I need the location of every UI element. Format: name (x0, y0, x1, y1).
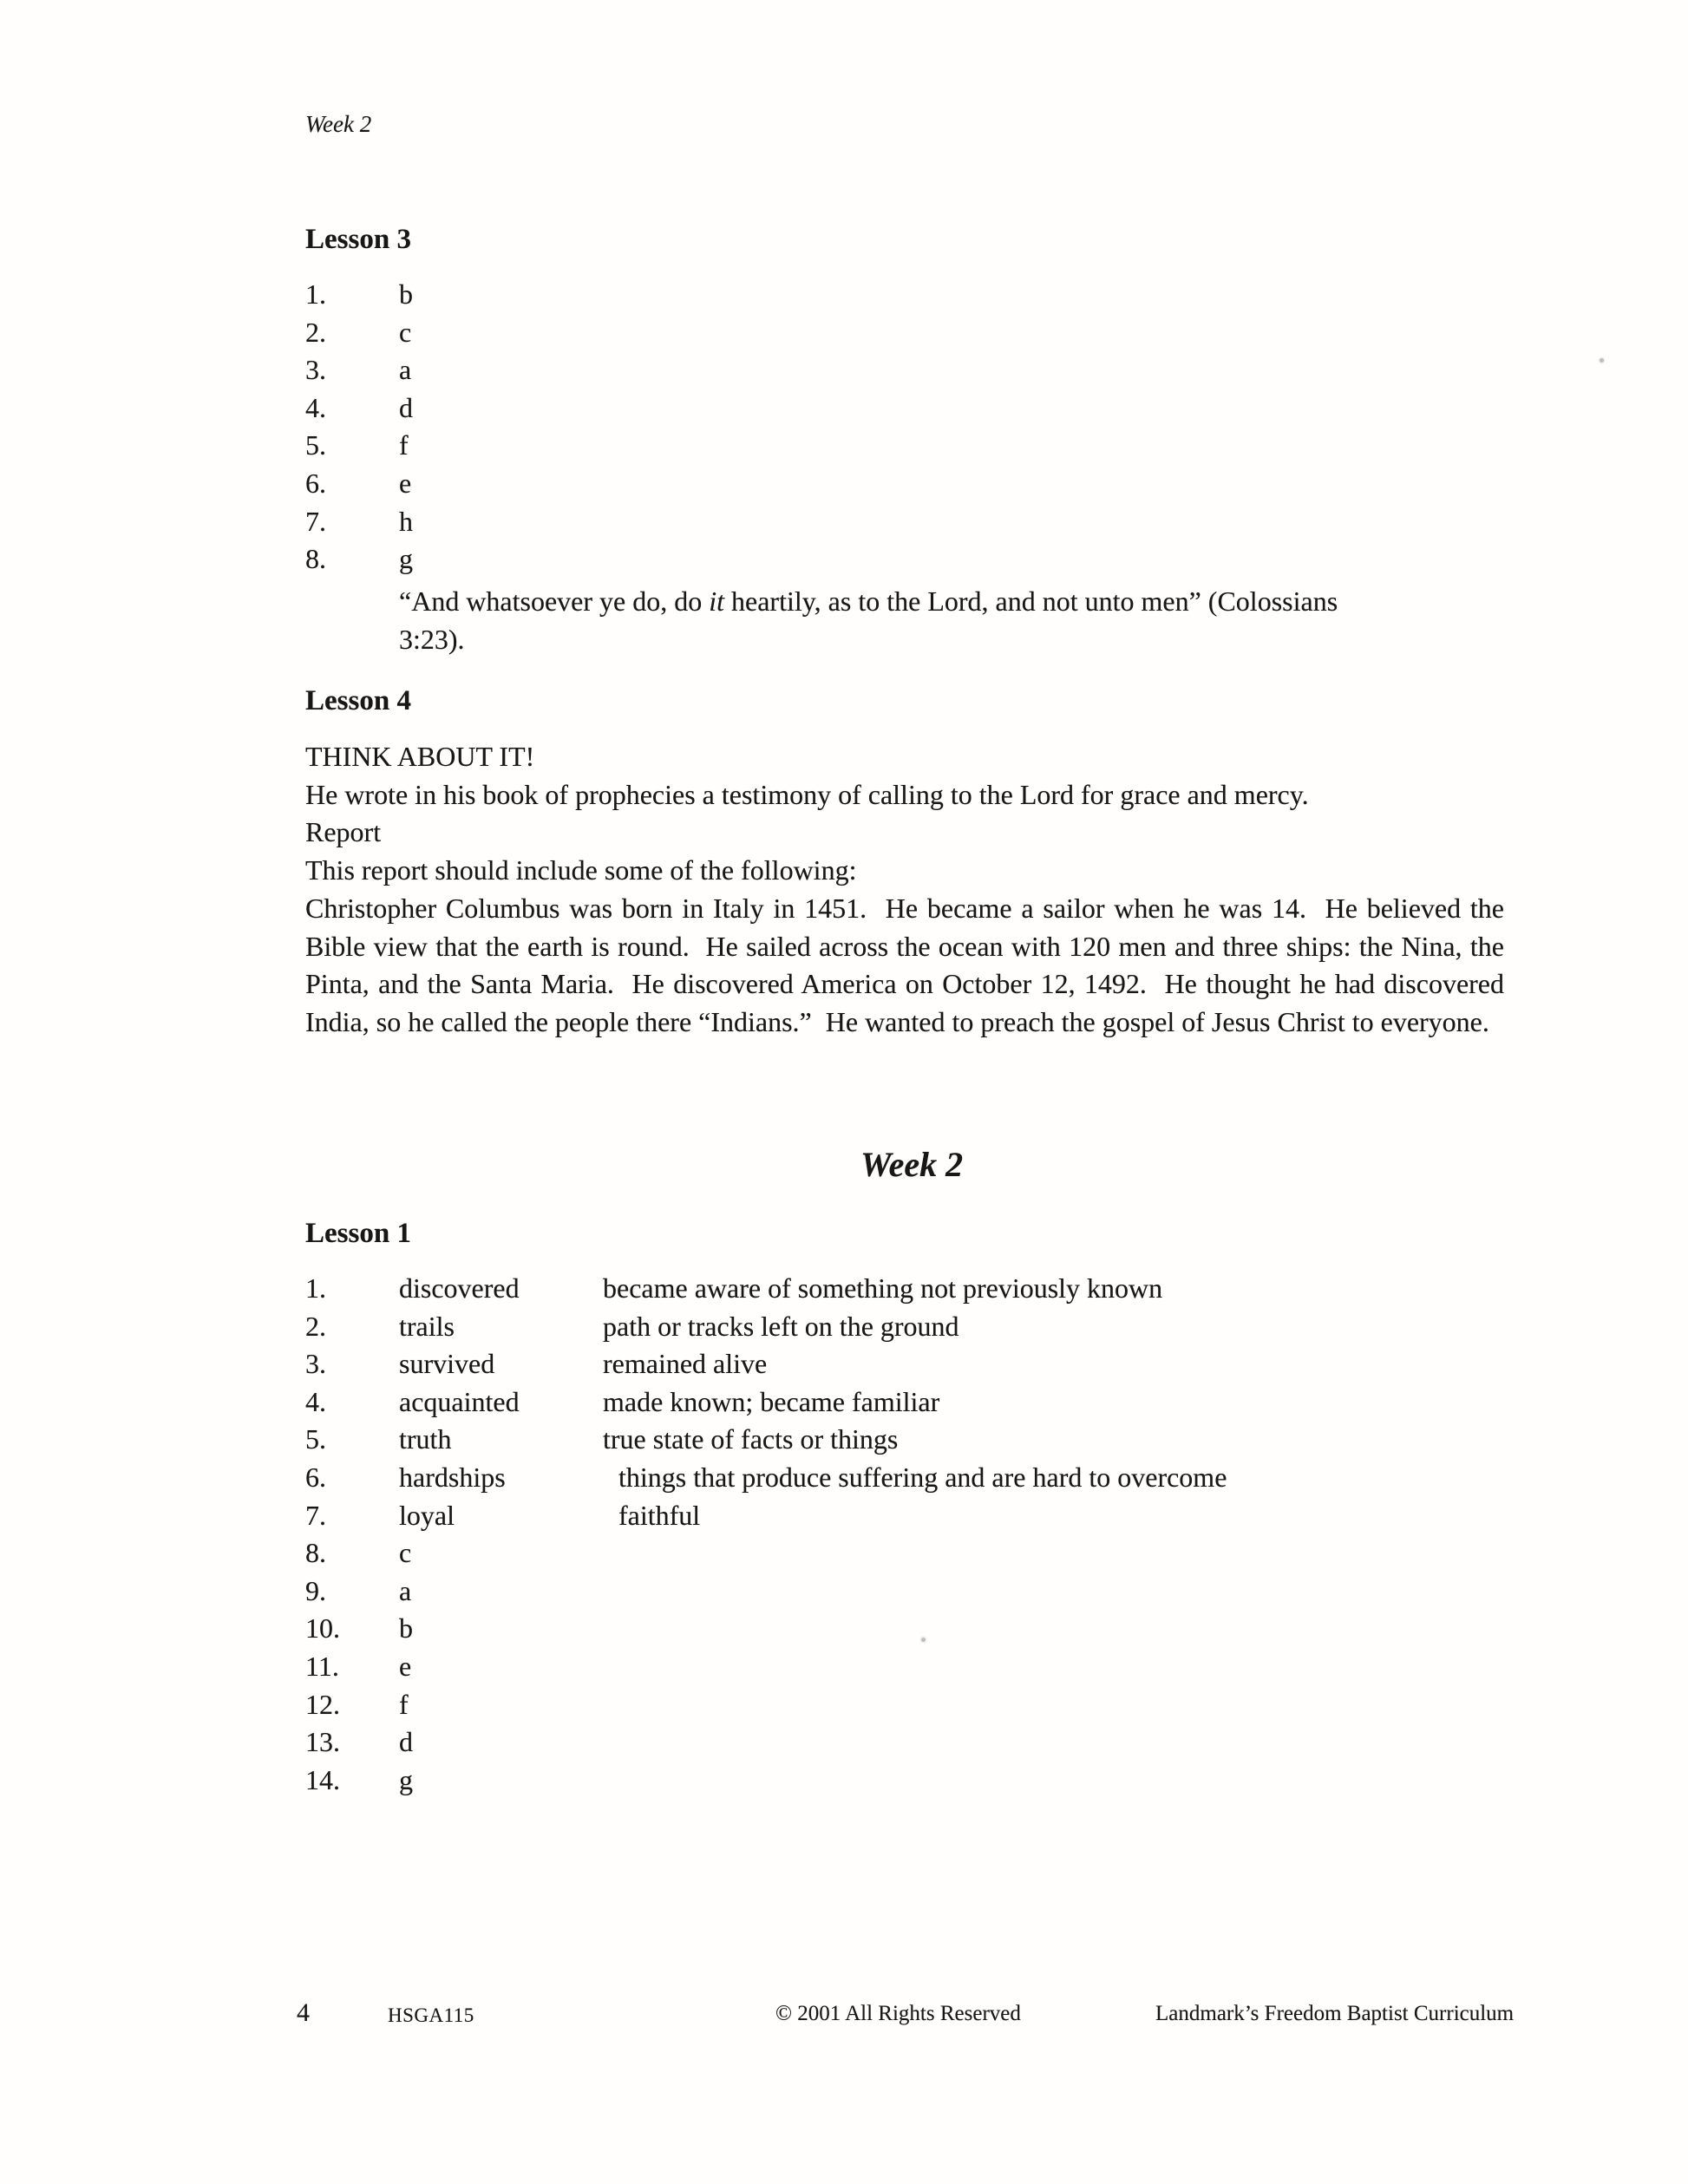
answer-number: 8. (305, 543, 326, 575)
lesson3-answer-list (305, 276, 413, 579)
answer-letter: b (399, 278, 413, 310)
vocab-row (305, 1762, 1227, 1800)
report-label: Report (305, 816, 382, 848)
answer-row (305, 465, 413, 503)
answer-letter: f (399, 429, 409, 461)
vocab-row (305, 1610, 1227, 1648)
item-number: 2. (305, 1310, 326, 1342)
vocab-definition: true state of facts or things (603, 1423, 899, 1455)
answer-letter: c (399, 316, 412, 348)
footer-copyright: © 2001 All Rights Reserved (775, 2002, 1021, 2025)
quote-text: “And whatsoever ye do, do (399, 585, 710, 617)
scan-speck (1600, 358, 1604, 363)
item-number: 6. (305, 1461, 326, 1493)
answer-letter: d (399, 1726, 413, 1758)
vocab-row (305, 1308, 1227, 1346)
vocab-definition: path or tracks left on the ground (603, 1310, 959, 1342)
vocab-definition: faithful (618, 1499, 701, 1531)
vocab-row (305, 1723, 1227, 1762)
lesson1-heading: Lesson 1 (305, 1218, 411, 1249)
answer-letter: a (399, 1574, 412, 1606)
vocab-row (305, 1686, 1227, 1724)
prophecies-line: He wrote in his book of prophecies a testimony of calling to the Lord for grace and mercy. (305, 778, 1309, 810)
footer-publisher: Landmark’s Freedom Baptist Curriculum (1155, 2002, 1515, 2025)
quote-line-1 (399, 583, 1338, 621)
vocab-word: discovered (399, 1272, 520, 1304)
answer-row (305, 276, 413, 314)
vocab-word: truth (399, 1423, 452, 1455)
answer-letter: b (399, 1612, 413, 1645)
answer-letter: c (399, 1537, 412, 1569)
lesson4-notes (305, 738, 1309, 889)
answer-row (305, 503, 413, 541)
answer-letter: a (399, 354, 412, 386)
lesson4-heading: Lesson 4 (305, 685, 411, 716)
footer-course-code: HSGA115 (388, 2004, 474, 2026)
vocab-definition: made known; became familiar (603, 1385, 940, 1417)
report-instructions: This report should include some of the following: (305, 853, 857, 886)
item-number: 1. (305, 1272, 326, 1304)
vocab-row (305, 1270, 1227, 1308)
vocab-definition: things that produce suffering and are hard to overcome (618, 1461, 1227, 1493)
lesson3-heading: Lesson 3 (305, 224, 411, 255)
item-number: 5. (305, 1423, 326, 1455)
answer-number: 5. (305, 429, 326, 461)
lesson1-answer-list (305, 1270, 1227, 1799)
vocab-word: survived (399, 1348, 495, 1380)
item-number: 8. (305, 1537, 326, 1569)
item-number: 11. (305, 1650, 339, 1682)
think-about-it-line: THINK ABOUT IT! (305, 741, 535, 772)
item-number: 12. (305, 1688, 340, 1720)
vocab-row (305, 1534, 1227, 1573)
answer-letter: g (399, 543, 413, 575)
answer-letter: d (399, 391, 413, 423)
vocab-row (305, 1383, 1227, 1422)
vocab-row (305, 1421, 1227, 1459)
answer-letter: e (399, 467, 412, 499)
answer-number: 1. (305, 278, 326, 310)
item-number: 9. (305, 1574, 326, 1606)
item-number: 3. (305, 1348, 326, 1380)
vocab-definition: became aware of something not previously known (603, 1272, 1163, 1304)
running-head-week-label: Week 2 (305, 111, 372, 137)
vocab-definition: remained alive (603, 1348, 768, 1380)
answer-number: 6. (305, 467, 326, 499)
answer-row (305, 427, 413, 465)
quote-italic-word: it (709, 585, 725, 617)
answer-letter: g (399, 1763, 413, 1795)
columbus-report-paragraph: Christopher Columbus was born in Italy in 1451. He became a sailor when he was 14. He believed the Bible view that the earth is round. He sailed across the ocean with 120 men and three ships: the Nina, the Pinta, and the Santa Maria. He discovered America on October 12, 1492. He thought he had discovered India, so he called the people there “Indians.” He wanted to preach the gospel of Jesus Christ to everyone. (305, 893, 1504, 1038)
vocab-row (305, 1345, 1227, 1383)
page-number: 4 (297, 1998, 310, 2027)
quote-line-2: 3:23). (399, 623, 465, 655)
answer-letter: e (399, 1650, 412, 1682)
vocab-row (305, 1648, 1227, 1686)
quote-text: heartily, as to the Lord, and not unto men” (Colossians (724, 585, 1338, 617)
item-number: 7. (305, 1499, 326, 1531)
item-number: 4. (305, 1385, 326, 1417)
vocab-row (305, 1497, 1227, 1535)
item-number: 13. (305, 1726, 340, 1758)
answer-letter: f (399, 1688, 409, 1720)
answer-row (305, 540, 413, 579)
vocab-word: loyal (399, 1499, 455, 1531)
week2-section-heading: Week 2 (860, 1145, 964, 1184)
answer-number: 7. (305, 505, 326, 537)
item-number: 10. (305, 1612, 340, 1645)
vocab-word: acquainted (399, 1385, 520, 1417)
answer-row (305, 351, 413, 389)
answer-number: 2. (305, 316, 326, 348)
vocab-word: trails (399, 1310, 455, 1342)
answer-letter: h (399, 505, 413, 537)
vocab-row (305, 1573, 1227, 1611)
vocab-row (305, 1459, 1227, 1497)
memory-verse-quote (399, 583, 1338, 658)
answer-row (305, 314, 413, 352)
item-number: 14. (305, 1763, 340, 1795)
answer-number: 3. (305, 354, 326, 386)
answer-number: 4. (305, 391, 326, 423)
answer-row (305, 389, 413, 428)
vocab-word: hardships (399, 1461, 506, 1493)
